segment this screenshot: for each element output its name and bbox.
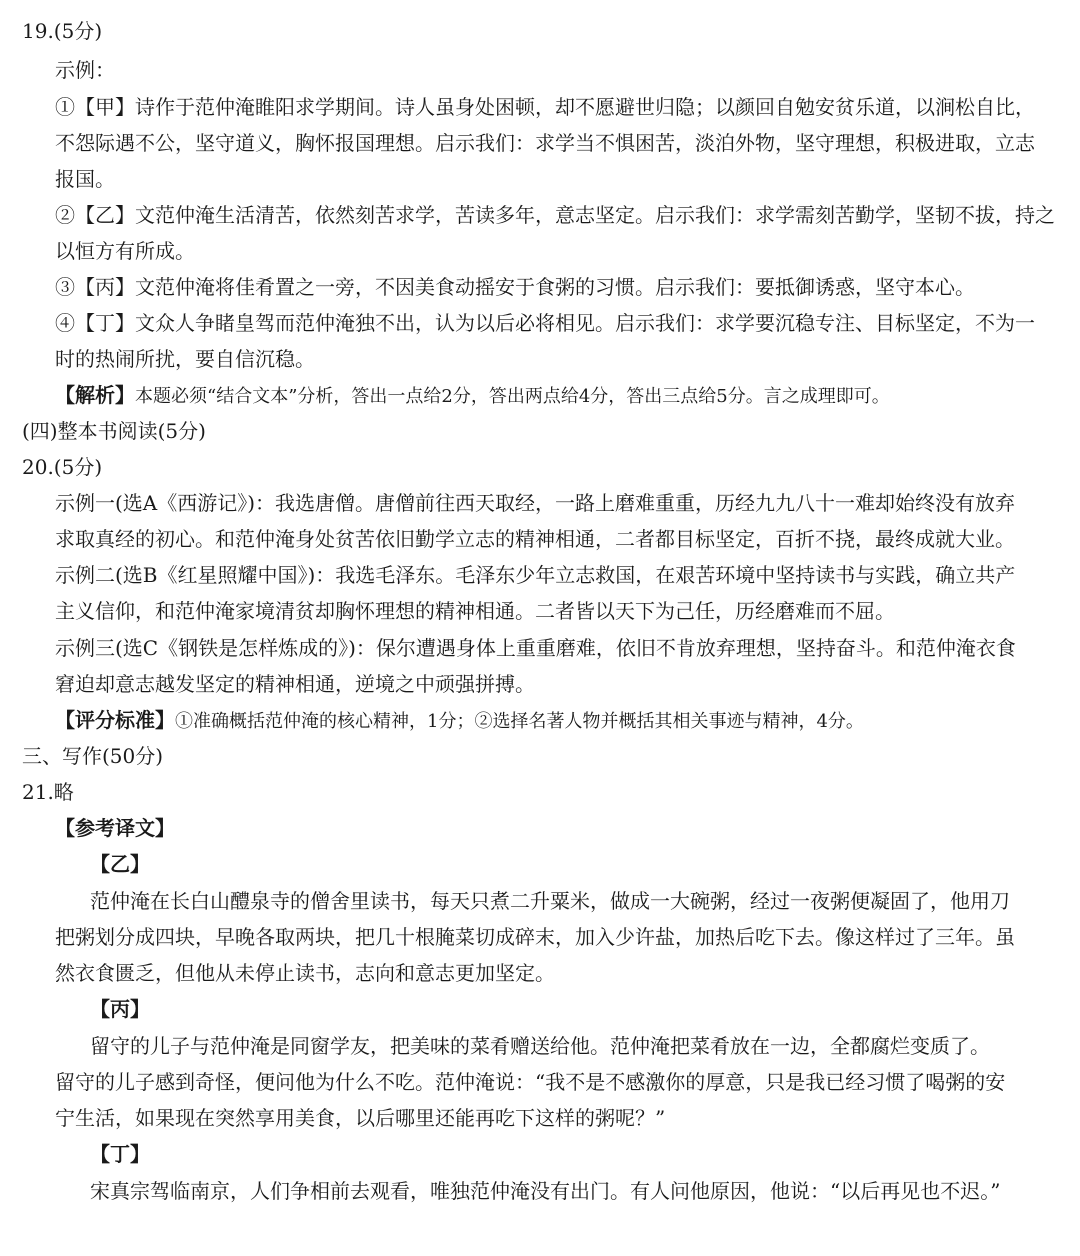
translation-yi-line3: 然衣食匮乏，但他从未停止读书，志向和意志更加坚定。 (55, 961, 555, 985)
q19-item2-line2: 以恒方有所成。 (55, 239, 195, 263)
translation-yi-line1: 范仲淹在长白山醴泉寺的僧舍里读书，每天只煮二升粟米，做成一大碗粥，经过一夜粥便凝固了，他用刀 (90, 889, 1010, 913)
section3-header: 三、写作(50分) (22, 744, 164, 768)
q19-analysis (55, 382, 890, 410)
q19-item1-line2: 不怨际遇不公，坚守道义，胸怀报国理想。启示我们：求学当不惧困苦，淡泊外物，坚守理想，积极进取，立志 (55, 131, 1035, 155)
analysis-text: 本题必须“结合文本”分析，答出一点给2分，答出两点给4分，答出三点给5分。言之成理即可。 (135, 386, 890, 407)
section4-header: (四)整本书阅读(5分) (22, 419, 206, 443)
grading-text: ①准确概括范仲淹的核心精神，1分；②选择名著人物并概括其相关事迹与精神，4分。 (175, 711, 864, 732)
translation-bing-line1: 留守的儿子与范仲淹是同窗学友，把美味的菜肴赠送给他。范仲淹把菜肴放在一边，全都腐烂变质了。 (90, 1034, 990, 1058)
q19-example-label: 示例： (55, 58, 115, 82)
q19-item4-line1: ④【丁】文众人争睹皇驾而范仲淹独不出，认为以后必将相见。启示我们：求学要沉稳专注、目标坚定，不为一 (55, 311, 1035, 335)
q20-ex2-line1: 示例二(选B《红星照耀中国》)：我选毛泽东。毛泽东少年立志救国，在艰苦环境中坚持读书与实践，确立共产 (55, 563, 1016, 587)
q19-item3-line1: ③【丙】文范仲淹将佳肴置之一旁，不因美食动摇安于食粥的习惯。启示我们：要抵御诱惑，坚守本心。 (55, 275, 975, 299)
translation-yi-line2: 把粥划分成四块，早晚各取两块，把几十根腌菜切成碎末，加入少许盐，加热后吃下去。像这样过了三年。虽 (55, 925, 1015, 949)
q21-header: 21.略 (22, 780, 74, 804)
q19-header: 19.(5分) (22, 19, 103, 43)
q19-item2-line1: ②【乙】文范仲淹生活清苦，依然刻苦求学，苦读多年，意志坚定。启示我们：求学需刻苦勤学，坚韧不拔，持之 (55, 203, 1055, 227)
q19-item1-line3: 报国。 (55, 167, 115, 191)
grading-label: 【评分标准】 (55, 708, 175, 732)
translation-ding-label: 【丁】 (90, 1142, 150, 1166)
q20-grading (55, 707, 864, 735)
analysis-label: 【解析】 (55, 383, 135, 407)
q20-ex3-line2: 窘迫却意志越发坚定的精神相通，逆境之中顽强拼搏。 (55, 672, 535, 696)
q20-ex2-line2: 主义信仰，和范仲淹家境清贫却胸怀理想的精神相通。二者皆以天下为己任，历经磨难而不屈。 (55, 599, 895, 623)
q20-ex1-line2: 求取真经的初心。和范仲淹身处贫苦依旧勤学立志的精神相通，二者都目标坚定，百折不挠，最终成就大业。 (55, 527, 1015, 551)
translation-bing-line2: 留守的儿子感到奇怪，便问他为什么不吃。范仲淹说：“我不是不感激你的厚意，只是我已经习惯了喝粥的安 (55, 1070, 1006, 1094)
q19-item1-line1: ①【甲】诗作于范仲淹睢阳求学期间。诗人虽身处困顿，却不愿避世归隐；以颜回自勉安贫乐道，以涧松自比， (55, 95, 1035, 119)
translation-yi-label: 【乙】 (90, 852, 150, 876)
q20-header: 20.(5分) (22, 455, 103, 479)
translation-ding-line1: 宋真宗驾临南京，人们争相前去观看，唯独范仲淹没有出门。有人问他原因，他说：“以后再见也不迟。” (90, 1179, 1001, 1203)
translation-label: 【参考译文】 (55, 816, 175, 840)
translation-bing-label: 【丙】 (90, 997, 150, 1021)
q20-ex1-line1: 示例一(选A《西游记》)：我选唐僧。唐僧前往西天取经，一路上磨难重重，历经九九八十一难却始终没有放弃 (55, 491, 1016, 515)
q19-item4-line2: 时的热闹所扰，要自信沉稳。 (55, 347, 315, 371)
translation-bing-line3: 宁生活，如果现在突然享用美食，以后哪里还能再吃下这样的粥呢？” (55, 1106, 666, 1130)
q20-ex3-line1: 示例三(选C《钢铁是怎样炼成的》)：保尔遭遇身体上重重磨难，依旧不肯放弃理想，坚持奋斗。和范仲淹衣食 (55, 636, 1016, 660)
